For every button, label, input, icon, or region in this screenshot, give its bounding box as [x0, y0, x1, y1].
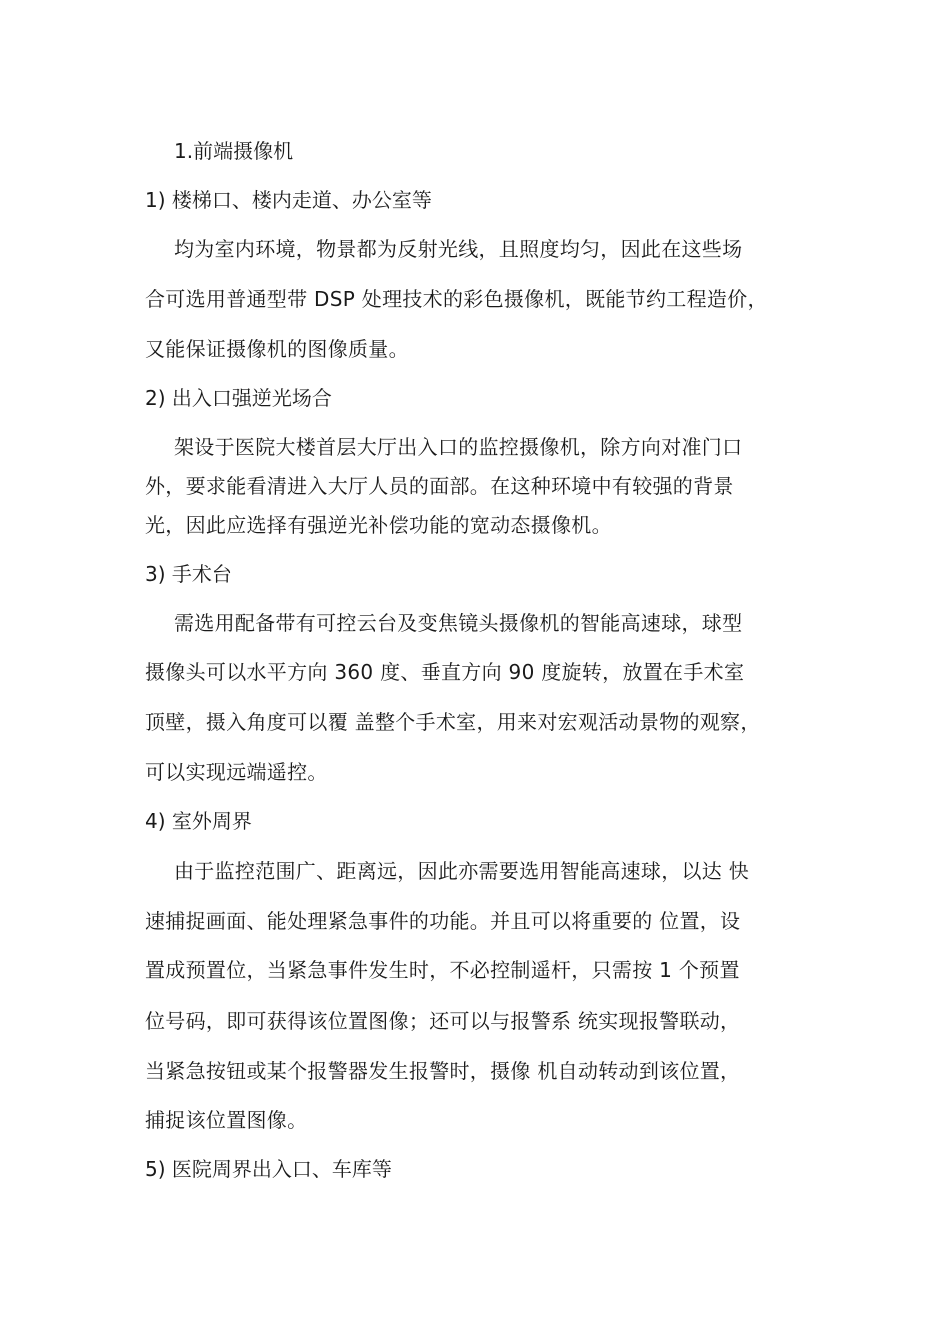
paragraph-line: 摄像头可以水平方向 360 度、垂直方向 90 度旋转，放置在手术室: [145, 660, 745, 684]
paragraph-line: 合可选用普通型带 DSP 处理技术的彩色摄像机，既能节约工程造价，: [145, 287, 768, 311]
paragraph-line: 位号码，即可获得该位置图像；还可以与报警系 统实现报警联动，: [145, 1009, 741, 1033]
paragraph-line: 速捕捉画面、能处理紧急事件的功能。并且可以将重要的 位置，设: [145, 909, 741, 933]
paragraph-line: 外，要求能看清进入大厅人员的面部。在这种环境中有较强的背景: [145, 474, 734, 498]
paragraph-line: 需选用配备带有可控云台及变焦镜头摄像机的智能高速球，球型: [174, 611, 743, 635]
item-heading-4: 4) 室外周界: [145, 809, 252, 833]
paragraph-line: 可以实现远端遥控。: [145, 760, 328, 784]
paragraph-line: 置成预置位，当紧急事件发生时，不必控制遥杆，只需按 1 个预置: [145, 958, 740, 982]
paragraph-line: 光，因此应选择有强逆光补偿功能的宽动态摄像机。: [145, 513, 612, 537]
paragraph-line: 当紧急按钮或某个报警器发生报警时，摄像 机自动转动到该位置，: [145, 1059, 741, 1083]
paragraph-line: 均为室内环境，物景都为反射光线，且照度均匀，因此在这些场: [174, 237, 743, 261]
paragraph-line: 捕捉该位置图像。: [145, 1108, 308, 1132]
paragraph-line: 由于监控范围广、距离远，因此亦需要选用智能高速球，以达 快: [174, 859, 750, 883]
paragraph-line: 又能保证摄像机的图像质量。: [145, 337, 409, 361]
section-title: 1.前端摄像机: [174, 139, 294, 163]
paragraph-line: 顶壁，摄入角度可以覆 盖整个手术室，用来对宏观活动景物的观察，: [145, 710, 761, 734]
item-heading-5: 5) 医院周界出入口、车库等: [145, 1157, 392, 1181]
item-heading-1: 1) 楼梯口、楼内走道、办公室等: [145, 188, 432, 212]
paragraph-line: 架设于医院大楼首层大厅出入口的监控摄像机，除方向对准门口: [174, 435, 743, 459]
item-heading-3: 3) 手术台: [145, 562, 232, 586]
item-heading-2: 2) 出入口强逆光场合: [145, 386, 332, 410]
